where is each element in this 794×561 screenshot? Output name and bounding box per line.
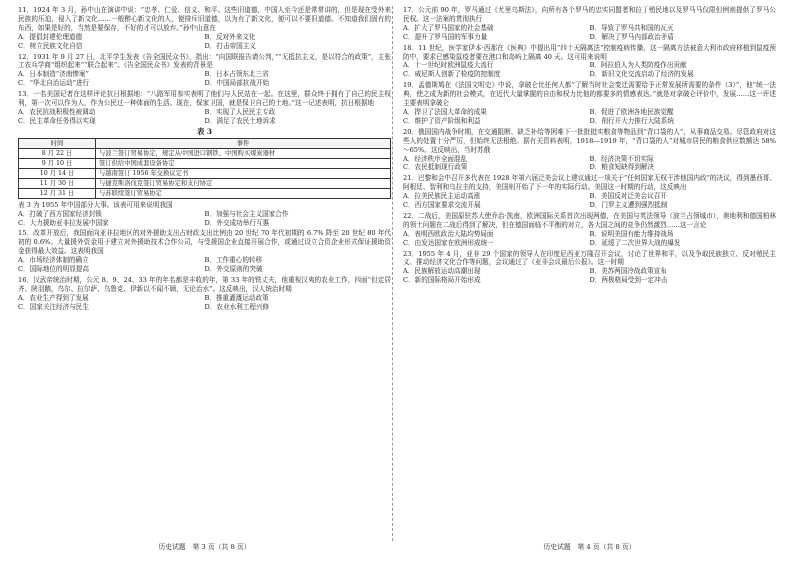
- option-c[interactable]: C．民主革命任务得以实现: [18, 116, 96, 125]
- option-c[interactable]: C．维护了资产阶级和利益: [403, 116, 481, 125]
- question-stem: 13．一名美国记者在这样评论抗日根据地：“八路军用参实表明了他们与人民站在一起。在这里，群众终于拥有了自己的民主权利，第一次可以作为人，作为公民过一种体面的生活。现在，保家卫国，就是保卫自己的土地。”这一记述表明，抗日根据地: [18, 90, 391, 108]
- option-c[interactable]: C．大力援助亚非拉发展中国家: [18, 218, 109, 227]
- option-b[interactable]: B．导致了罗马共和国的瓦灭: [589, 23, 674, 32]
- question-stem: 18．11 世纪，医学家伊本·西那在《医典》中提出用“四十天隔离法”控制疫病传播，这一隔离方法被意大利市政府移植到鼠疫预防中，要求已感染鼠疫者要在港口和岛屿上隔离 40 天。这可用来说明: [403, 43, 776, 61]
- table-cell-time: 11 月 30 日: [19, 178, 96, 188]
- options: [403, 267, 776, 285]
- option-b[interactable]: B．美国反对泛美会议召开: [589, 192, 667, 201]
- table-cell-time: 12 月 31 日: [19, 188, 96, 198]
- question-23: [403, 250, 776, 286]
- question-stem: 16．汉武帝统治时期，公元 8、9、24、33 年的年名都是丰收的年，第 33 年的铁丈夫，他重视汉夷的农业工作，四面“但定居齐、陕羽鹅，鸟尔、拉尔萨、乌鲁克、伊新以不闻不顾，无论治水”。这反映出，汉人统治时期: [18, 275, 391, 293]
- option-c[interactable]: C．“华北自治运动”进行: [18, 79, 90, 88]
- table-header-time: 时间: [19, 138, 96, 148]
- page-divider: [392, 6, 393, 541]
- question-18: [403, 44, 776, 80]
- question-stem: 22．二战后，美国原驻苏大使乔治·凯南，欧洲国际关系首次出现两德，在美国与英法领导（波兰占领城市），奥地利和德国柏林的领土问题在二战后得到了解决，但在德国面临不平衡的对立，各大国之间的竞争仍然激烈……这一言论: [403, 211, 776, 229]
- question-14: [18, 201, 391, 228]
- page-left: [18, 6, 391, 314]
- option-d[interactable]: D．农业水利工程兴修: [204, 302, 270, 311]
- option-a[interactable]: A．表明西欧政治大陆均势局面: [403, 229, 494, 238]
- question-11: [18, 6, 391, 51]
- option-c[interactable]: C．提升了罗马国的军事力量: [403, 32, 488, 41]
- options: [403, 192, 776, 210]
- option-a[interactable]: A．打破了西方国家经济封锁: [18, 209, 102, 218]
- table-header-row: [19, 138, 391, 148]
- option-a[interactable]: A．农业生产得到了发展: [18, 293, 89, 302]
- table-cell-time: 10 月 14 日: [19, 168, 96, 178]
- options: [18, 210, 391, 228]
- option-b[interactable]: B．加强与社会主义国家合作: [204, 209, 289, 218]
- option-d[interactable]: D．外交原则的突破: [204, 265, 263, 274]
- option-d[interactable]: D．解决了罗马内部政治矛盾: [589, 32, 674, 41]
- option-d[interactable]: D．中国局部抗战开始: [204, 79, 270, 88]
- option-d[interactable]: D．满足了农民土地诉求: [204, 116, 276, 125]
- option-b[interactable]: B．实现了人民民主专政: [204, 107, 276, 116]
- question-stem: 17．公元前 90 年，罗马通过《尤里乌斯法》，向所有各个罗马的忠实同盟者和拉丁殖民地以及罗马马仅限但例则提供了罗马公民权。这一法案的贯彻执行: [403, 6, 776, 23]
- table-cell-event: 与苏联续签订贸易协定: [96, 188, 391, 198]
- option-c[interactable]: C．西方国家要求交流开展: [403, 201, 481, 210]
- option-d[interactable]: D．打击帝国主义: [204, 41, 256, 50]
- question-stem: 21．巴黎和会中召开多代表在 1928 年第六届泛美会议上建议通过一项关于“任何国家无权干涉他国内政”的决议，得到墨西哥、阿根廷、智利和乌拉圭的支持，美国则开始了下一年的实际行动。美国这一时期的行动，这反映出: [403, 174, 776, 192]
- options: [403, 230, 776, 248]
- question-stem: 23．1955 年 4 月，亚非 29 个国家的领导人在印度尼西亚万隆召开会议，讨论了世界和平，以及争取民族独立、反对殖民主义、推动经济文化合作等问题，会议通过了《亚非会议最后公报》。这一时期: [403, 249, 776, 267]
- table-row: [19, 148, 391, 158]
- option-c[interactable]: C．农民抵制现行政策: [403, 163, 468, 172]
- option-b[interactable]: B．工作重心的转移: [204, 256, 263, 265]
- option-d[interactable]: D．延缓了二次世界大战的爆发: [589, 238, 681, 247]
- option-a[interactable]: A．农民抗战积极性被调动: [18, 107, 96, 116]
- question-20: [403, 128, 776, 173]
- options: [18, 108, 391, 126]
- question-15: [18, 229, 391, 274]
- options: [18, 256, 391, 274]
- table-cell-event: 与捷克斯洛伐克签订贸易协定和支付协定: [96, 178, 391, 188]
- option-c[interactable]: C．树立民族文化自信: [18, 41, 83, 50]
- option-c[interactable]: C．新的国际格局开始形成: [403, 276, 481, 285]
- option-b[interactable]: B．促进了欧洲各地民族觉醒: [589, 107, 674, 116]
- option-b[interactable]: B．经济决策不切实际: [589, 154, 654, 163]
- question-13: [18, 90, 391, 126]
- option-b[interactable]: B．推重灌溉运动政策: [204, 293, 269, 302]
- table-row: [19, 178, 391, 188]
- option-c[interactable]: C．国家关注经济与民生: [18, 302, 89, 311]
- option-a[interactable]: A．扩大了罗马国家的社会基础: [403, 23, 494, 32]
- option-a[interactable]: A．民族解放运动高潮出现: [403, 267, 481, 276]
- table-header-event: 事件: [96, 138, 391, 148]
- question-stem: 15．改革开放后，我国面向亚非拉地区的对外援助支出占财政支出比例由 20 世纪 70 年代初期的 6.7% 降至 20 世纪 80 年代初的 0.6%。大量援外资金用于建立对外援助技术合作公司，与受援国企业直接开展合作，或通过设立合资企业形式保证援助资金获得最大效益。这表明我国: [18, 229, 391, 256]
- table-row: [19, 188, 391, 198]
- option-a[interactable]: A．提倡封建伦理道德: [18, 32, 83, 41]
- options: [403, 61, 776, 79]
- table-3: [18, 138, 391, 199]
- option-b[interactable]: B．说明美国有能力维持战场: [589, 229, 674, 238]
- option-d[interactable]: D．门罗主义遭到强烈抵制: [589, 201, 668, 210]
- table-cell-time: 8 月 22 日: [19, 148, 96, 158]
- option-c[interactable]: C．威尼斯人创新了检疫防控制度: [403, 70, 501, 79]
- table-cell-event: 与波兰签订贸易协定，规定从中国进口钢铁、中国购买煤炭器材: [96, 148, 391, 158]
- question-19: [403, 81, 776, 126]
- option-c[interactable]: C．由发达国家在欧洲形成统一: [403, 238, 494, 247]
- table-cell-event: 与越南签订 1956 年交换议定书: [96, 168, 391, 178]
- option-d[interactable]: D．粮食短缺得到解决: [589, 163, 655, 172]
- question-21: [403, 174, 776, 210]
- table-row: [19, 158, 391, 168]
- option-b[interactable]: B．反对外来文化: [204, 32, 256, 41]
- question-16: [18, 276, 391, 312]
- question-12: [18, 53, 391, 89]
- option-b[interactable]: B．日本占领东北三省: [204, 70, 269, 79]
- question-stem: 19．孟德斯鸠在《法国文明史》中说，拿破仑比任何人都“了解当时社会变迁需要给予正常发展所需要的条件（3）”，他“统一法典，使之成为新的社会模式，在近代大量掌握的自由和权力比他的都要多的情感表达。”就是对拿破仑评价中，发展……这一评述主要表明拿破仑: [403, 81, 776, 108]
- table-title: 表 3: [196, 126, 213, 136]
- page-right: [403, 6, 776, 287]
- table-cell-time: 9 月 10 日: [19, 158, 96, 168]
- option-a[interactable]: A．经济秩序全面混乱: [403, 154, 468, 163]
- option-d[interactable]: D．新旧文化交流启动了经济的发展: [589, 70, 694, 79]
- table-row: [19, 168, 391, 178]
- page-footer-left: 历史试题 第 3 页（共 8 页）: [158, 543, 251, 551]
- option-b[interactable]: B．阿拉伯人为人类防疫作出贡献: [589, 61, 687, 70]
- options: [403, 24, 776, 42]
- option-a[interactable]: A．日本制造“济南惨案”: [18, 70, 89, 79]
- option-a[interactable]: A．捍卫了法国大革命的成果: [403, 107, 487, 116]
- option-d[interactable]: D．两极格局受到一定冲击: [589, 276, 668, 285]
- page-footer-right: 历史试题 第 4 页（共 8 页）: [543, 543, 636, 551]
- question-stem: 20．俄国国内战争时期，在交通阻断、缺乏补给等困难下一批批挺实粮食等物品到“背口袋的人”，从事商品交易。尽管政府对这些人的处置十分严厉，但始终无法根绝。据有关资料表明，1918—1919 年，“背口袋的人”对城市居民的粮食供应数额达 58%～65%。这反映出，当时苏俄: [403, 127, 776, 154]
- option-c[interactable]: C．国际地位的明显提高: [18, 265, 89, 274]
- option-a[interactable]: A．拉美民族民主运动高涨: [403, 192, 481, 201]
- question-17: [403, 6, 776, 42]
- option-d[interactable]: D．削行开大力推行大陆系统: [589, 116, 674, 125]
- options: [403, 155, 776, 173]
- option-a[interactable]: A．十一世纪时欧洲鼠疫大流行: [403, 61, 494, 70]
- option-a[interactable]: A．市场经济体制的确立: [18, 256, 89, 265]
- question-22: [403, 212, 776, 248]
- option-b[interactable]: B．美苏两国冷战政策宣布: [589, 267, 667, 276]
- options: [18, 70, 391, 88]
- table-cell-event: 签订供给中国成套设备协定: [96, 158, 391, 168]
- question-stem: 12．1931 年 9 月 27 日，北平学生发表《告全国民众书》，指出：“向国联报告请公判，”“无抵抗主义，是以符合的政策”，主张工农兵学商“组织起来”“联合起来”。《告全国民众书》发表的背景是: [18, 52, 391, 70]
- options: [18, 294, 391, 312]
- question-stem: 11．1924 年 3 月，孙中山在演讲中说：“忠孝、仁爱、信义、和平。这些旧道德，中国人至今还是常常讲的，但是现在受外来民族的压迫，侵入了新文化……一般醉心新文化的人，便排斥旧道德，以为有了新文化，便可以不要旧道德。不知道我们固有的东西，如果是好的，当然是要保存，不好的才可以放弃。”孙中山意在: [18, 6, 391, 32]
- options: [18, 33, 391, 51]
- option-d[interactable]: D．外交成功举行互惠: [204, 218, 270, 227]
- options: [403, 108, 776, 126]
- question-stem: 表 3 为 1955 年中国部分大事。该表可用来说明我国: [18, 200, 173, 209]
